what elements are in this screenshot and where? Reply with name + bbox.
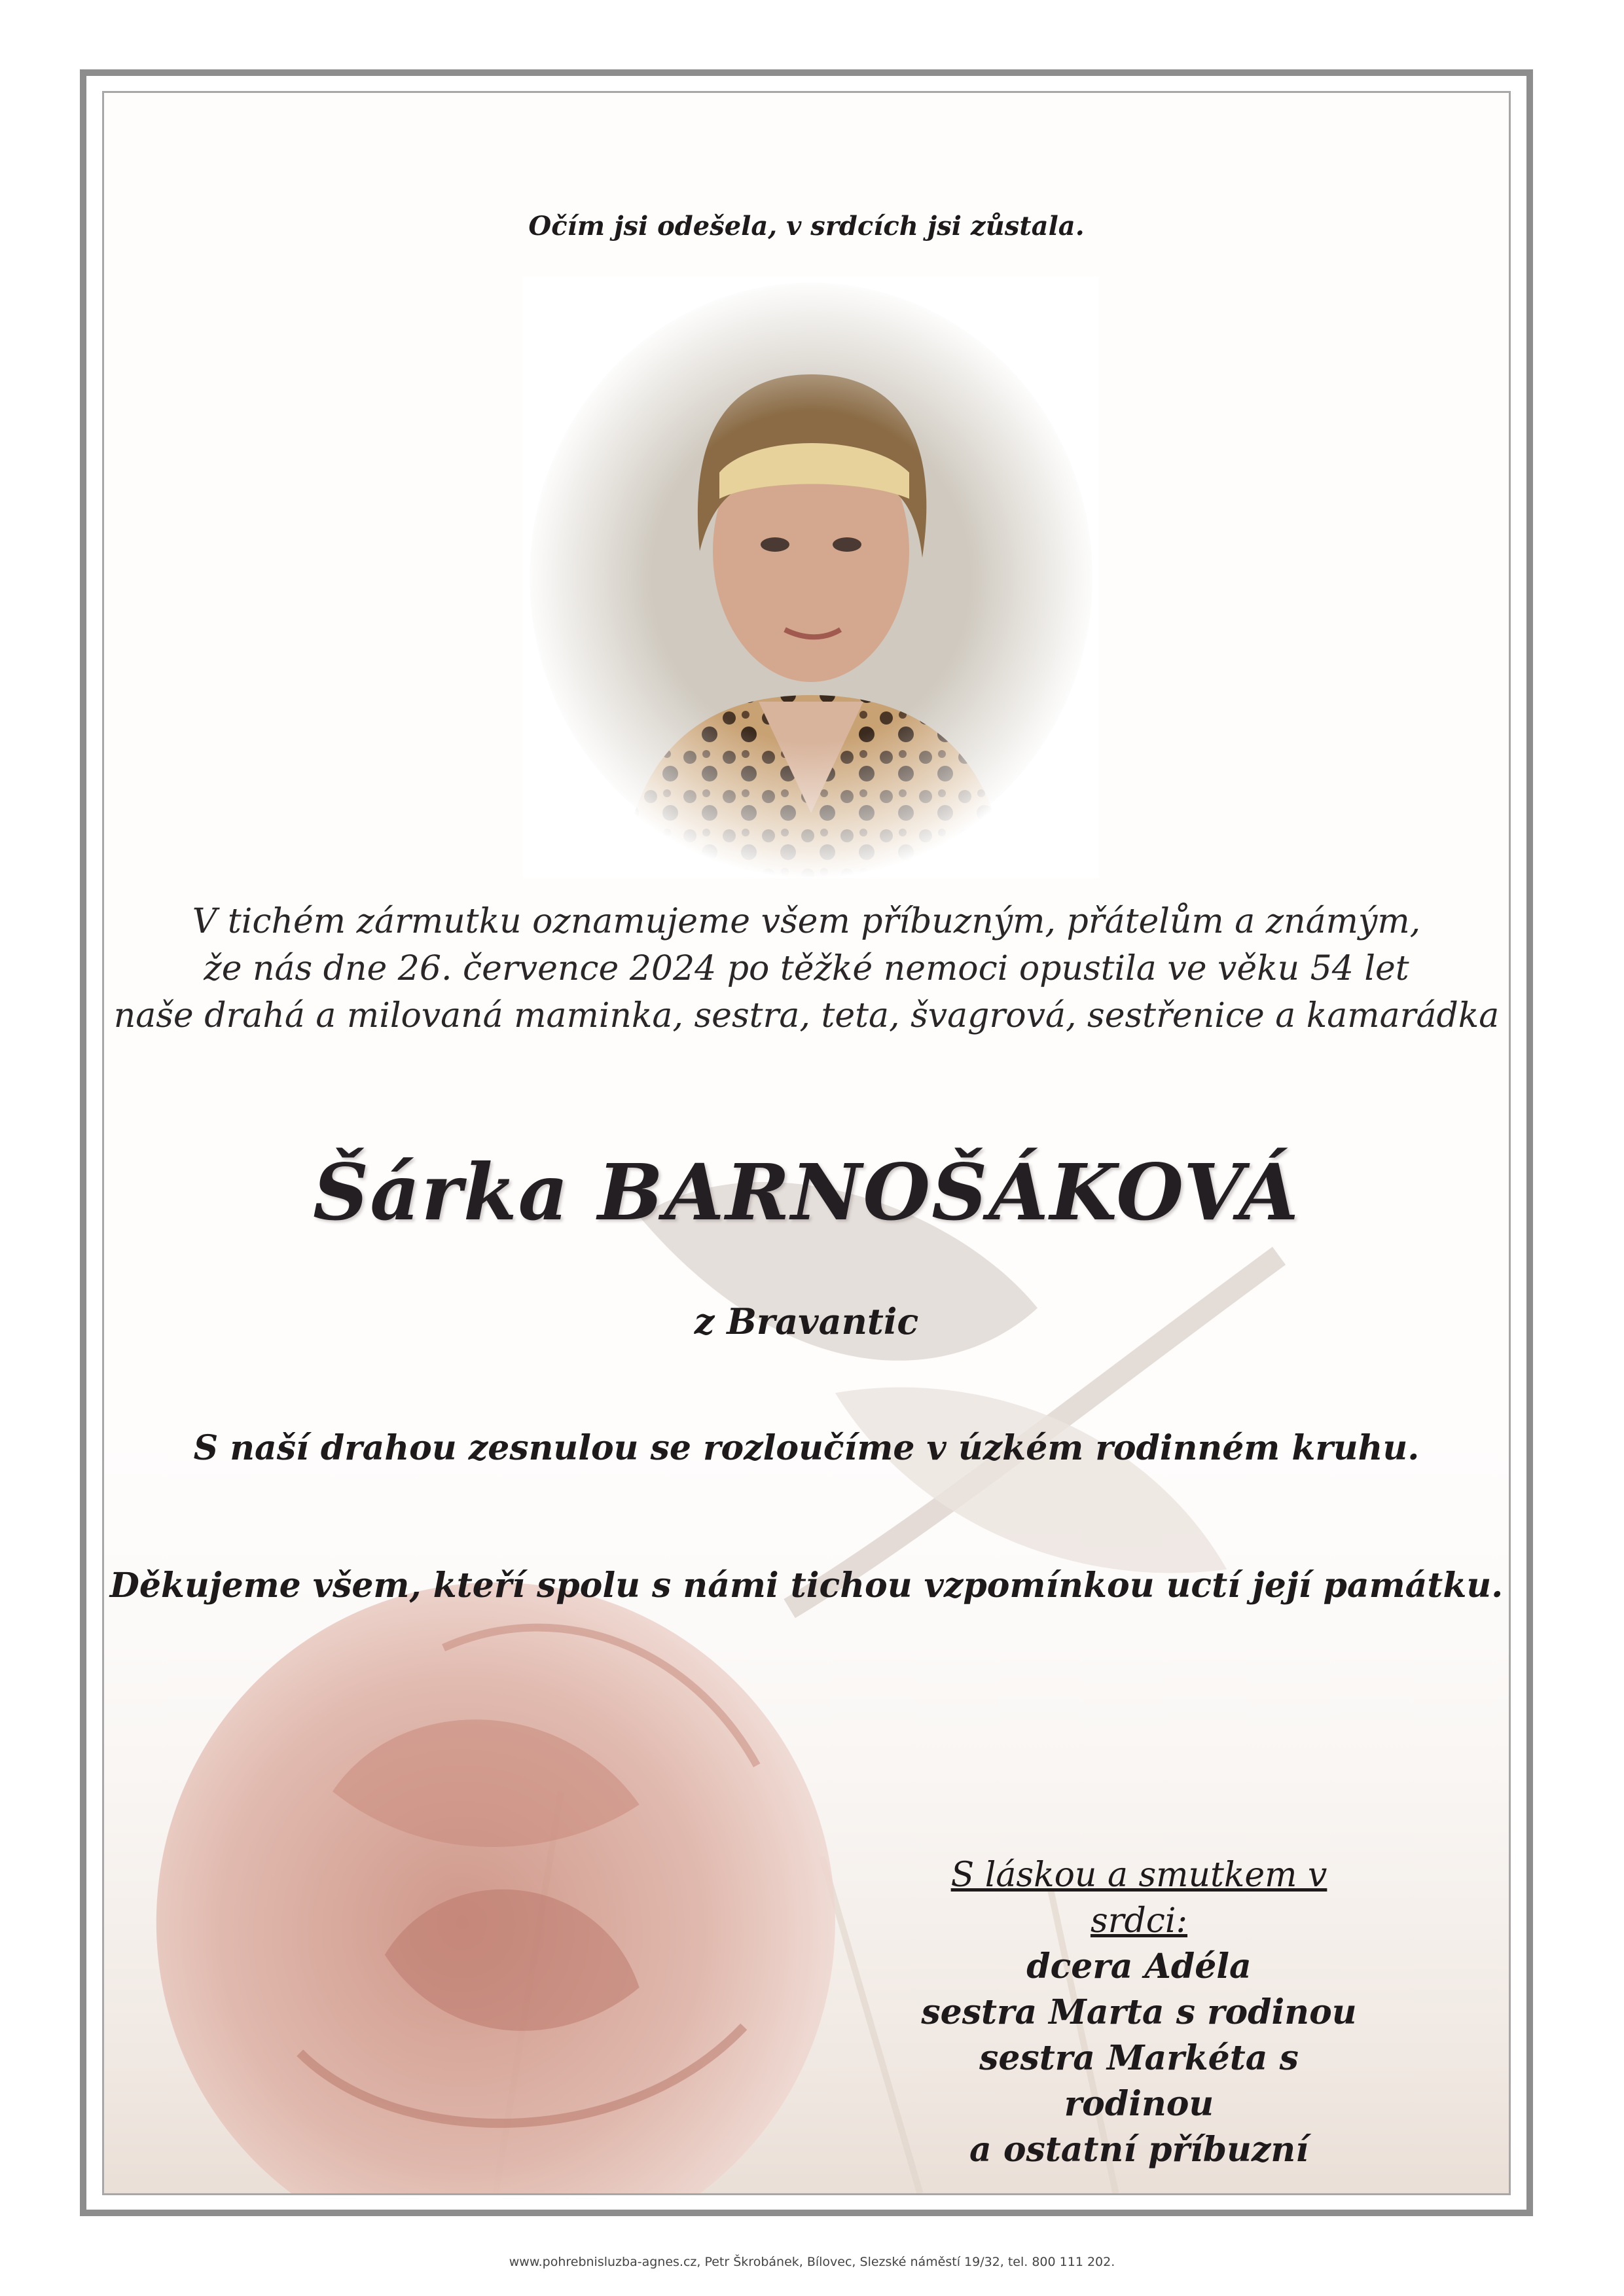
portrait-photo xyxy=(523,276,1099,878)
thanks-note: Děkujeme všem, kteří spolu s námi tichou vzpomínkou uctí její památku. xyxy=(109,1566,1504,1605)
signer-name: sestra Markéta s rodinou xyxy=(979,2038,1299,2124)
signer-name: sestra Marta s rodinou xyxy=(921,1992,1357,2032)
announcement-line-2: že nás dne 26. července 2024 po těžké nemoci opustila ve věku 54 let xyxy=(204,949,1409,988)
announcement-line-3: naše drahá a milovaná maminka, sestra, teta, švagrová, sestřenice a kamarádka xyxy=(113,996,1500,1035)
announcement-line-1: V tichém zármutku oznamujeme všem příbuzným, přátelům a známým, xyxy=(192,902,1421,941)
signers-block xyxy=(910,1852,1368,2173)
deceased-hometown: z Bravantic xyxy=(694,1300,919,1342)
signers-heading: S láskou a smutkem v srdci: xyxy=(950,1856,1327,1941)
signer-name: dcera Adéla xyxy=(1026,1946,1252,1986)
farewell-notice: S naší drahou zesnulou se rozloučíme v úzkém rodinném kruhu. xyxy=(193,1428,1420,1468)
announcement-text xyxy=(104,898,1509,1039)
motto: Očím jsi odešela, v srdcích jsi zůstala. xyxy=(528,211,1085,242)
signer-name: a ostatní příbuzní xyxy=(969,2130,1308,2170)
deceased-name: Šárka BARNOŠÁKOVÁ xyxy=(313,1147,1300,1238)
funeral-service-footer: www.pohrebnisluzba-agnes.cz, Petr Škrobánek, Bílovec, Slezské náměstí 19/32, tel. 800 111 202. xyxy=(509,2255,1115,2269)
